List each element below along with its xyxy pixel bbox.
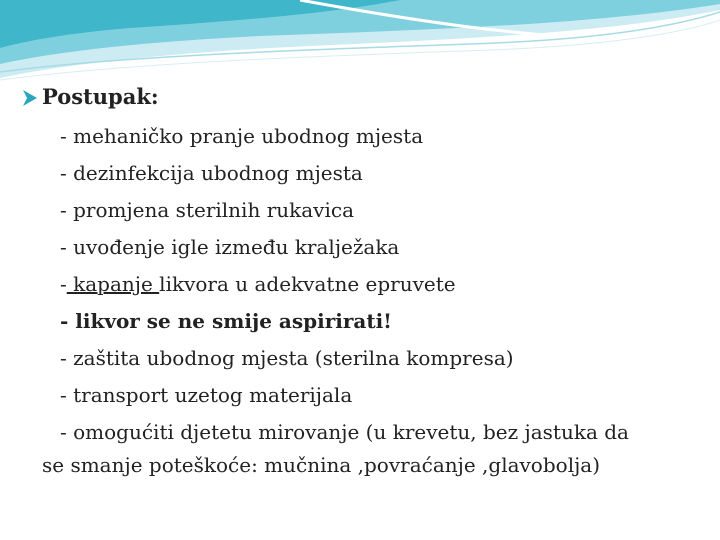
procedure-step-list [60,118,710,451]
step-item: - mehaničko pranje ubodnog mjesta [60,124,424,148]
step-item: - transport uzetog materijala [60,383,353,407]
step-item: - promjena sterilnih rukavica [60,198,354,222]
step-item-continuation: se smanje poteškoće: mučnina ,povraćanje ,glavobolja) [42,453,601,477]
step-text: likvora u adekvatne epruvete [159,272,456,296]
step-item: - dezinfekcija ubodnog mjesta [60,161,363,185]
step-item [60,266,710,303]
step-item: - zaštita ubodnog mjesta (sterilna kompresa) [60,346,514,370]
step-item: - uvođenje igle između kralježaka [60,235,400,259]
step-item-warning: - likvor se ne smije aspirirati! [60,309,392,333]
step-prefix: - [60,272,67,296]
step-item: - omogućiti djetetu mirovanje (u krevetu, bez jastuka da [60,420,629,444]
underlined-word: kapanje [66,272,160,296]
heading-text: Postupak: [42,84,159,109]
section-heading [22,84,159,110]
arrow-bullet-icon [22,84,42,110]
